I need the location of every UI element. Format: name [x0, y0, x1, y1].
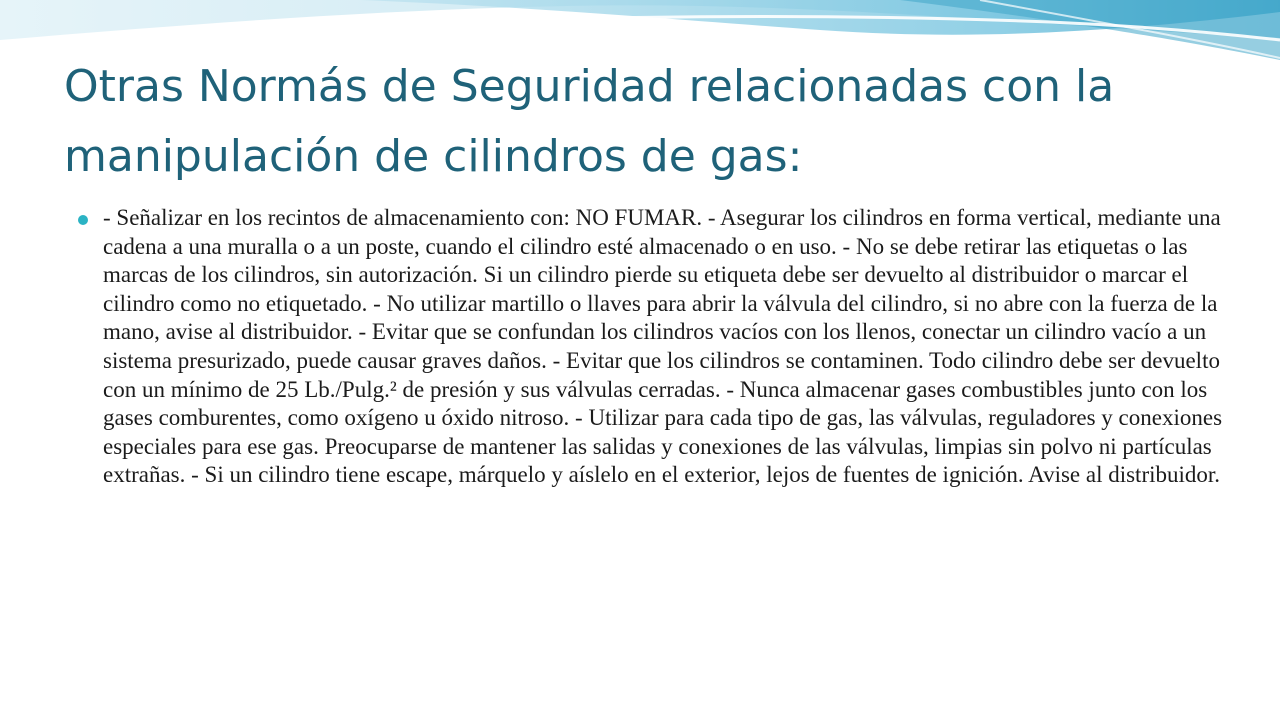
- bullet-list: [78, 204, 1228, 490]
- list-item: [78, 204, 1228, 490]
- slide-title: Otras Normás de Seguridad relacionadas con la manipulación de cilindros de gas:: [64, 61, 1115, 182]
- bullet-icon: [78, 215, 88, 225]
- bullet-text: - Señalizar en los recintos de almacenamiento con: NO FUMAR. - Asegurar los cilindros en forma vertical, mediante una cadena a una muralla o a un poste, cuando el cilindro esté almacenado o en uso. - No se debe retirar las etiquetas o las marcas de los cilindros, sin autorización. Si un cilindro pierde su etiqueta debe ser devuelto al distribuidor o marcar el cilindro como no etiquetado. - No utilizar martillo o llaves para abrir la válvula del cilindro, si no abre con la fuerza de la mano, avise al distribuidor. - Evitar que se confundan los cilindros vacíos con los llenos, conectar un cilindro vacío a un sistema presurizado, puede causar graves daños. - Evitar que los cilindros se contaminen. Todo cilindro debe ser devuelto con un mínimo de 25 Lb./Pulg.² de presión y sus válvulas cerradas. - Nunca almacenar gases combustibles junto con los gases comburentes, como oxígeno u óxido nitroso. - Utilizar para cada tipo de gas, las válvulas, reguladores y conexiones especiales para ese gas. Preocuparse de mantener las salidas y conexiones de las válvulas, limpias sin polvo ni partículas extrañas. - Si un cilindro tiene escape, márquelo y aíslelo en el exterior, lejos de fuentes de ignición. Avise al distribuidor.: [103, 205, 1223, 488]
